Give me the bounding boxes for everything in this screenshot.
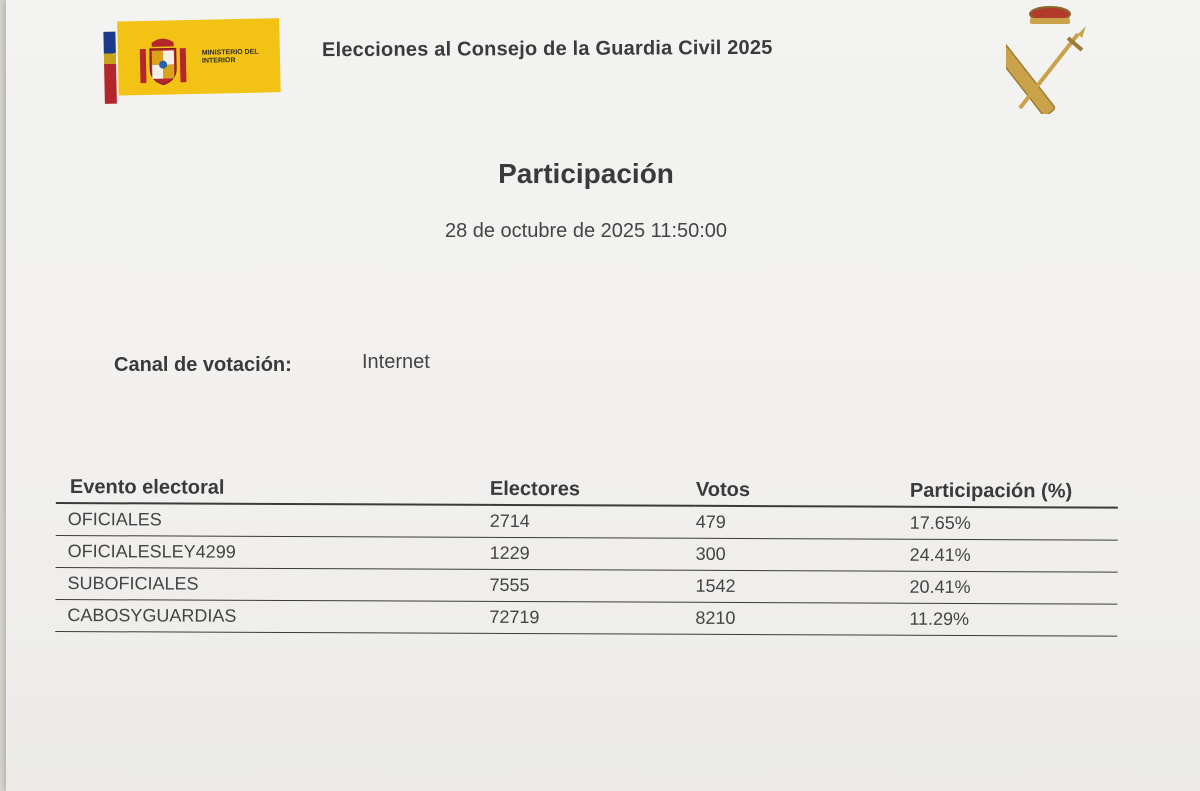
cell-electores: 72719 <box>489 601 695 634</box>
cell-evento: SUBOFICIALES <box>55 567 489 601</box>
canal-value: Internet <box>362 351 430 373</box>
guardia-civil-emblem-icon <box>1006 4 1096 114</box>
table-row <box>56 503 1118 540</box>
table-row <box>56 535 1118 572</box>
column-header-evento: Evento electoral <box>56 472 490 505</box>
cell-participacion: 20.41% <box>909 571 1117 604</box>
table-header-row <box>56 472 1118 508</box>
cell-evento: CABOSYGUARDIAS <box>55 599 489 633</box>
cell-electores: 7555 <box>489 569 695 602</box>
cell-evento: OFICIALES <box>56 503 490 537</box>
canal-label: Canal de votación: <box>114 354 292 376</box>
cell-votos: 479 <box>696 506 910 539</box>
flag-strip <box>103 32 117 104</box>
table-row <box>55 567 1117 604</box>
cell-electores: 1229 <box>490 537 696 570</box>
column-header-electores: Electores <box>490 474 696 506</box>
table-row <box>55 599 1117 636</box>
cell-participacion: 17.65% <box>910 507 1118 540</box>
cell-electores: 2714 <box>490 505 696 538</box>
ministry-logo-text: MINISTERIO DEL INTERIOR <box>201 48 259 65</box>
ministerio-interior-logo <box>103 18 281 102</box>
participation-table <box>55 472 1118 637</box>
coat-of-arms-icon <box>133 34 192 89</box>
document-title: Elecciones al Consejo de la Guardia Civil 2025 <box>321 36 773 62</box>
cell-evento: OFICIALESLEY4299 <box>56 535 490 569</box>
cell-participacion: 11.29% <box>909 603 1117 636</box>
page-heading: Participación <box>498 158 674 189</box>
column-header-participacion: Participación (%) <box>910 476 1118 508</box>
column-header-votos: Votos <box>696 475 910 507</box>
document-page <box>6 0 1200 791</box>
cell-votos: 1542 <box>695 570 909 603</box>
cell-votos: 8210 <box>695 602 909 635</box>
cell-votos: 300 <box>696 538 910 571</box>
cell-participacion: 24.41% <box>910 539 1118 572</box>
report-datetime: 28 de octubre de 2025 11:50:00 <box>444 220 728 242</box>
